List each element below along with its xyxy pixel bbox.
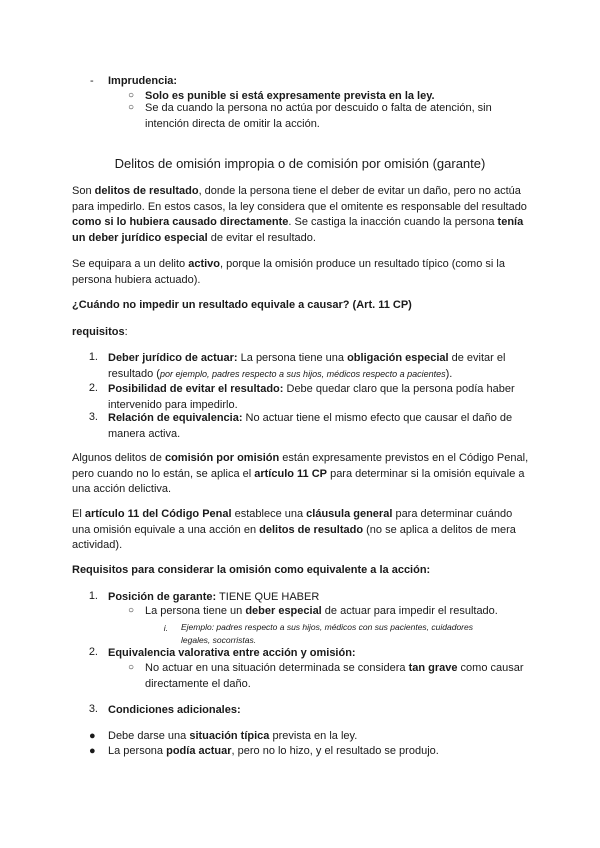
- bullet-dot-icon: ●: [89, 730, 96, 742]
- equivalencia-detalle: No actuar en una situación determinada se considera tan grave como causar directamente el daño.: [145, 662, 524, 690]
- imprudencia-item-1: Solo es punible si está expresamente prevista en la ley.: [145, 90, 435, 102]
- paragraph-delitos-resultado: Son delitos de resultado, donde la persona tiene el deber de evitar un daño, pero no actúa para impedirlo. En estos casos, la ley considera que el omitente es responsable del resultado como si lo hubiera causado directamente. Se castiga la inacción cuando la persona tenía un deber jurídico especial de evitar el resultado.: [72, 185, 527, 244]
- garante-ejemplo: Ejemplo: padres respecto a sus hijos, médicos con sus pacientes, cuidadores legales, socorristas.: [181, 622, 473, 645]
- bullet-dot-icon: ●: [89, 745, 96, 757]
- requisito-posibilidad: Posibilidad de evitar el resultado: Debe quedar claro que la persona podía haber intervenido para impedirlo.: [108, 383, 515, 411]
- list-number: 3.: [88, 703, 98, 715]
- requisito-deber-juridico: Deber jurídico de actuar: La persona tiene una obligación especial de evitar el resultado (por ejemplo, padres respecto a sus hijos, médicos respecto a pacientes).: [108, 352, 506, 380]
- roman-number: i.: [163, 623, 168, 633]
- list-number: 1.: [88, 351, 98, 363]
- requisito-equivalencia: Relación de equivalencia: No actuar tiene el mismo efecto que causar el daño de manera activa.: [108, 412, 513, 440]
- condiciones-adicionales: Condiciones adicionales:: [108, 704, 241, 716]
- final-bullet-situacion: Debe darse una situación típica prevista en la ley.: [108, 730, 358, 742]
- list-number: 2.: [88, 646, 98, 658]
- paragraph-articulo-11: El artículo 11 del Código Penal establece una cláusula general para determinar cuándo una omisión equivale a una acción en delitos de resultado (no se aplica a delitos de mera actividad).: [72, 508, 516, 551]
- circle-bullet-icon: ○: [128, 102, 135, 113]
- garante-detalle: La persona tiene un deber especial de actuar para impedir el resultado.: [145, 605, 498, 617]
- list-number: 2.: [88, 382, 98, 394]
- question-heading: ¿Cuándo no impedir un resultado equivale a causar? (Art. 11 CP): [72, 299, 412, 311]
- paragraph-equipara: Se equipara a un delito activo, porque la omisión produce un resultado típico (como si la persona hubiera actuado).: [72, 258, 505, 286]
- circle-bullet-icon: ○: [128, 662, 135, 673]
- imprudencia-item-2: Se da cuando la persona no actúa por descuido o falta de atención, sin intención directa de omitir la acción.: [145, 102, 492, 130]
- circle-bullet-icon: ○: [128, 90, 135, 101]
- list-number: 3.: [88, 411, 98, 423]
- circle-bullet-icon: ○: [128, 605, 135, 616]
- final-bullet-podia-actuar: La persona podía actuar, pero no lo hizo, y el resultado se produjo.: [108, 745, 439, 757]
- list-number: 1.: [88, 590, 98, 602]
- dash-marker: -: [90, 75, 94, 87]
- equivalencia-valorativa: Equivalencia valorativa entre acción y omisión:: [108, 647, 356, 659]
- requisitos-label: requisitos:: [72, 326, 128, 338]
- requisitos-title: Requisitos para considerar la omisión como equivalente a la acción:: [72, 564, 431, 576]
- paragraph-comision-omision: Algunos delitos de comisión por omisión están expresamente previstos en el Código Penal, pero cuando no lo están, se aplica el artículo 11 CP para determinar si la omisión equivale a una acción delictiva.: [72, 452, 529, 495]
- posicion-garante: Posición de garante: TIENE QUE HABER: [108, 591, 320, 603]
- imprudencia-title: Imprudencia:: [108, 75, 178, 87]
- section-title: Delitos de omisión impropia o de comisión por omisión (garante): [114, 156, 486, 171]
